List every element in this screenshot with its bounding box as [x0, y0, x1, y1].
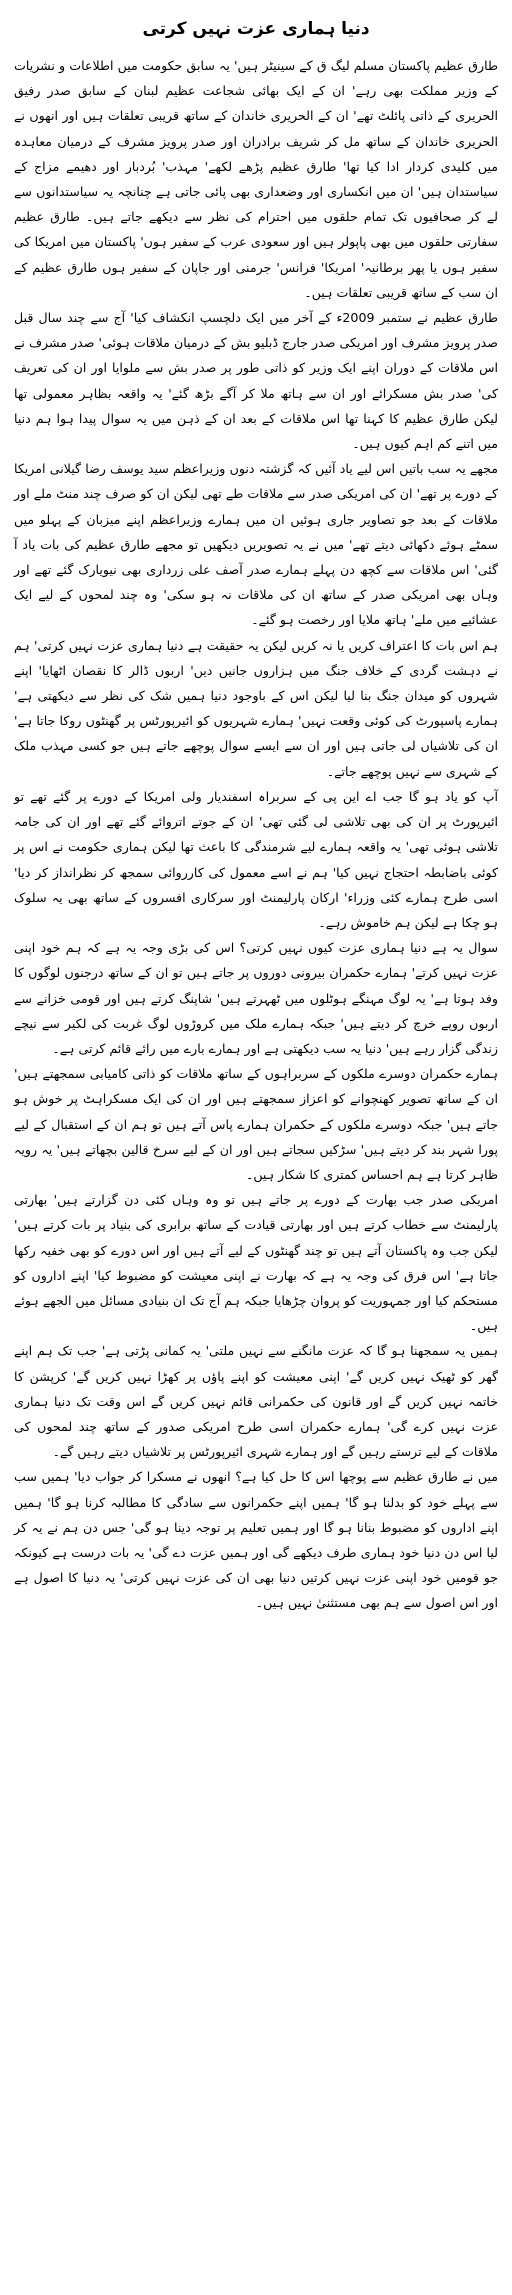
article-paragraph: ہمارے حکمران دوسرے ملکوں کے سربراہوں کے ساتھ ملاقات کو ذاتی کامیابی سمجھتے ہیں' ان کے ساتھ تصویر کھنچوانے کو اعزاز سمجھتے ہیں اور ان کی ایک مسکراہٹ پر خوش ہو جاتے ہیں' جبکہ دوسرے ملکوں کے حکمران ہمارے پاس آتے ہیں تو ہم ان کے استقبال کے لیے پورا شہر بند کر دیتے ہیں' سڑکیں سجاتے ہیں اور ان کے لیے سرخ قالین بچھاتے ہیں' یہ رویہ ظاہر کرتا ہے ہم احساس کمتری کا شکار ہیں۔ [14, 1066, 498, 1182]
article-paragraph: طارق عظیم پاکستان مسلم لیگ ق کے سینیٹر ہیں' یہ سابق حکومت میں اطلاعات و نشریات کے وزیر مملکت بھی رہے' ان کے ایک بھائی شجاعت عظیم لبنان کے سابق صدر رفیق الحریری کے ذاتی پائلٹ تھے' ان کے الحریری خاندان کے ساتھ قریبی تعلقات ہیں اور انھوں نے الحریری خاندان کے ساتھ مل کر شریف برادران اور صدر پرویز مشرف کے درمیان معاہدہ میں کلیدی کردار ادا کیا تھا' طارق عظیم پڑھے لکھے' مہذب' بُردبار اور دھیمے مزاج کے سیاستدان ہیں' ان میں انکساری اور وضعداری بھی پائی جاتی ہے چنانچہ یہ سیاستدانوں سے لے کر صحافیوں تک تمام حلقوں میں احترام کی نظر سے دیکھے جاتے ہیں۔ طارق عظیم سفارتی حلقوں میں بھی پاپولر ہیں اور سعودی عرب کے سفیر ہوں' پاکستان میں امریکا کی سفیر ہوں یا پھر برطانیہ' امریکا' فرانس' جرمنی اور جاپان کے سفیر ہوں طارق عظیم کے ان سب کے ساتھ قریبی تعلقات ہیں۔ [14, 58, 498, 300]
article-paragraph: میں نے طارق عظیم سے پوچھا اس کا حل کیا ہے؟ انھوں نے مسکرا کر جواب دیا' ہمیں سب سے پہلے خود کو بدلنا ہو گا' ہمیں اپنے حکمرانوں سے سادگی کا مطالبہ کرنا ہو گا' ہمیں اپنے اداروں کو مضبوط بنانا ہو گا اور ہمیں تعلیم پر توجہ دینا ہو گی' جس دن ہم نے یہ کر لیا اس دن دنیا خود ہماری طرف دیکھے گی اور ہمیں عزت دے گی' یہ بات درست ہے کیونکہ جو قومیں خود اپنی عزت نہیں کرتیں دنیا بھی ان کی عزت نہیں کرتی' یہ دنیا کا اصول ہے اور اس اصول سے ہم بھی مستثنیٰ نہیں ہیں۔ [14, 1469, 498, 1611]
article-paragraph: مجھے یہ سب باتیں اس لیے یاد آئیں کہ گزشتہ دنوں وزیراعظم سید یوسف رضا گیلانی امریکا کے دورے پر تھے' ان کی امریکی صدر سے ملاقات طے تھی لیکن ان کو صرف چند منٹ ملے اور ملاقات کے بعد جو تصاویر جاری ہوئیں ان میں ہمارے وزیراعظم اپنے میزبان کے پہلو میں سمٹے ہوئے دکھائی دیتے تھے' میں نے یہ تصویریں دیکھیں تو مجھے طارق عظیم کی بات یاد آ گئی' اس ملاقات سے کچھ دن پہلے ہمارے صدر آصف علی زرداری بھی نیویارک گئے تھے اور وہاں بھی امریکی صدر کے ساتھ ان کی ملاقات نہ ہو سکی' وہ چند لمحوں کے لیے ایک عشائیے میں ملے' ہاتھ ملایا اور رخصت ہو گئے۔ [14, 461, 498, 628]
article-paragraph: ہمیں یہ سمجھنا ہو گا کہ عزت مانگنے سے نہیں ملتی' یہ کمانی پڑتی ہے' جب تک ہم اپنے گھر کو ٹھیک نہیں کریں گے' اپنی معیشت کو اپنے پاؤں پر کھڑا نہیں کریں گے' کرپشن کا خاتمہ نہیں کریں گے اور قانون کی حکمرانی قائم نہیں کریں گے اس وقت تک دنیا ہماری عزت نہیں کرے گی' ہمارے حکمران اسی طرح امریکی صدور کے ساتھ چند لمحوں کی ملاقات کے لیے ترستے رہیں گے اور ہمارے شہری ائیرپورٹس پر تلاشیاں دیتے رہیں گے۔ [14, 1343, 498, 1460]
article-body [14, 53, 498, 1616]
article-paragraph: طارق عظیم نے ستمبر 2009ء کے آخر میں ایک دلچسپ انکشاف کیا' آج سے چند سال قبل صدر پرویز مشرف اور امریکی صدر جارج ڈبلیو بش کے درمیان ملاقات ہوئی' صدر مشرف نے اس ملاقات کے دوران اپنے ایک وزیر کو ذاتی طور پر صدر بش سے ملوایا اور ان کی تعریف کی' صدر بش مسکرائے اور ان سے ہاتھ ملا کر آگے بڑھ گئے' یہ واقعہ بظاہر معمولی تھا لیکن طارق عظیم کا کہنا تھا اس ملاقات کے بعد ان کے ذہن میں یہ سوال پیدا ہوا ہم دنیا میں اتنے کم اہم کیوں ہیں۔ [14, 310, 498, 452]
article-paragraph: آپ کو یاد ہو گا جب اے این پی کے سربراہ اسفندیار ولی امریکا کے دورے پر گئے تھے تو ائیرپورٹ پر ان کی بھی تلاشی لی گئی تھی' ان کے جوتے اتروائے گئے تھے اور ان کی جامہ تلاشی ہوئی تھی' یہ واقعہ ہمارے لیے شرمندگی کا باعث تھا لیکن ہماری حکومت نے اس پر کوئی باضابطہ احتجاج نہیں کیا' ہم نے اسے معمول کی کارروائی سمجھ کر نظرانداز کر دیا' اسی طرح ہمارے کئی وزراء' ارکان پارلیمنٹ اور سرکاری افسروں کے ساتھ بھی یہ سلوک ہو چکا ہے لیکن ہم خاموش رہے۔ [14, 788, 498, 930]
article-paragraph: امریکی صدر جب بھارت کے دورے پر جاتے ہیں تو وہ وہاں کئی دن گزارتے ہیں' بھارتی پارلیمنٹ سے خطاب کرتے ہیں اور بھارتی قیادت کے ساتھ برابری کی بنیاد پر بات کرتے ہیں' لیکن جب وہ پاکستان آتے ہیں تو چند گھنٹوں کے لیے آتے ہیں اور اس دورے کو بھی خفیہ رکھا جاتا ہے' اس فرق کی وجہ یہ ہے کہ بھارت نے اپنی معیشت کو مضبوط کیا' اپنے اداروں کو مستحکم کیا اور جمہوریت کو پروان چڑھایا جبکہ ہم آج تک ان بنیادی مسائل میں الجھے ہوئے ہیں۔ [14, 1192, 498, 1334]
article-paragraph: ہم اس بات کا اعتراف کریں یا نہ کریں لیکن یہ حقیقت ہے دنیا ہماری عزت نہیں کرتی' ہم نے دہشت گردی کے خلاف جنگ میں ہزاروں جانیں دیں' اربوں ڈالر کا نقصان اٹھایا' اپنے شہروں کو میدان جنگ بنا لیا لیکن اس کے باوجود دنیا ہمیں شک کی نظر سے دیکھتی ہے' ہمارے پاسپورٹ کی کوئی وقعت نہیں' ہمارے شہریوں کو ائیرپورٹس پر گھنٹوں روکا جاتا ہے' ان کی تلاشیاں لی جاتی ہیں اور ان سے ایسے سوال پوچھے جاتے ہیں جو کسی مہذب ملک کے شہری سے نہیں پوچھے جاتے۔ [14, 637, 498, 779]
article-headline: دنیا ہماری عزت نہیں کرتی [142, 19, 370, 39]
article-paragraph: سوال یہ ہے دنیا ہماری عزت کیوں نہیں کرتی؟ اس کی بڑی وجہ یہ ہے کہ ہم خود اپنی عزت نہیں کرتے' ہمارے حکمران بیرونی دوروں پر جاتے ہیں تو ان کے ساتھ درجنوں لوگوں کا وفد ہوتا ہے' یہ لوگ مہنگے ہوٹلوں میں ٹھہرتے ہیں' شاپنگ کرتے ہیں اور قومی خزانے سے اربوں روپے خرچ کر دیتے ہیں' جبکہ ہمارے ملک میں کروڑوں لوگ غربت کی لکیر سے نیچے زندگی گزار رہے ہیں' دنیا یہ سب دیکھتی ہے اور ہمارے بارے میں رائے قائم کرتی ہے۔ [14, 940, 498, 1056]
